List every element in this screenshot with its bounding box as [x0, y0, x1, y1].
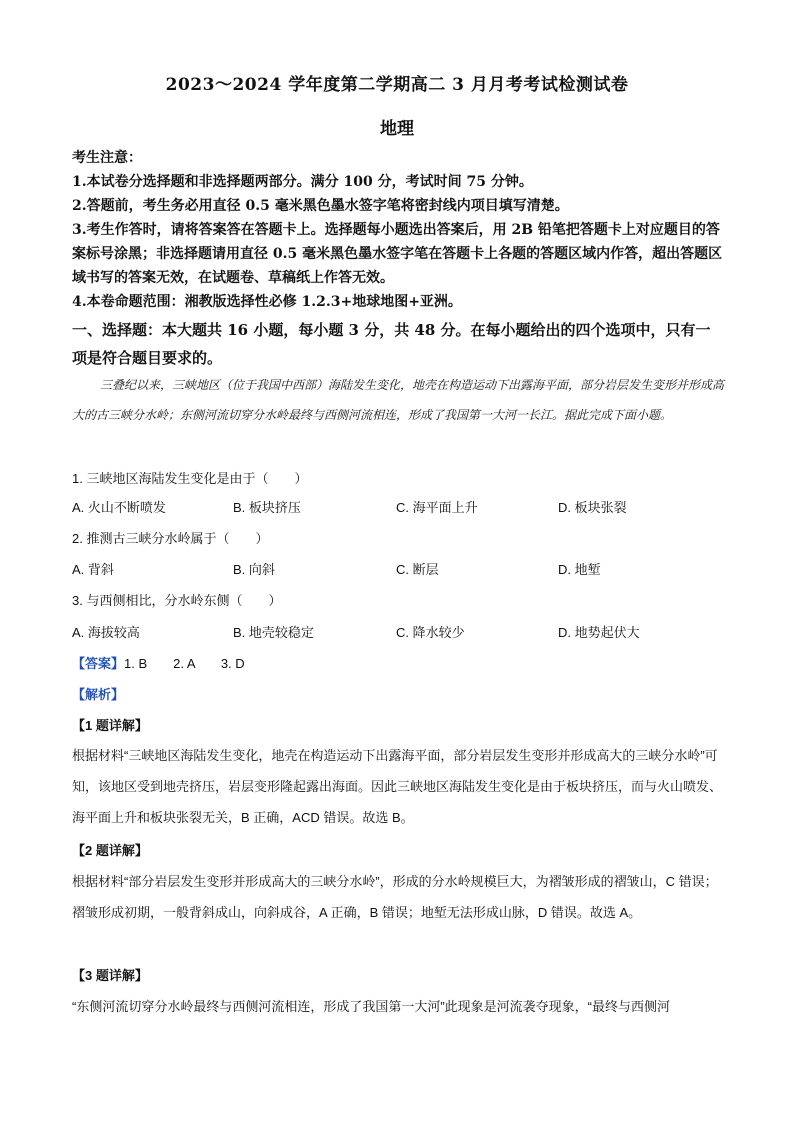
note-item: 4.本卷命题范围：湘教版选择性必修 1.2.3+地球地图+亚洲。 [72, 294, 462, 310]
note-item: 2.答题前，考生务必用直径 0.5 毫米黑色墨水签字笔将密封线内项目填写清楚。 [72, 198, 569, 214]
option-a: A. 火山不断喷发 [72, 500, 166, 515]
question-stem: 3. 与西侧相比，分水岭东侧（ ） [72, 593, 282, 608]
notes-heading: 考生注意： [72, 150, 142, 166]
option-a: A. 海拔较高 [72, 625, 140, 640]
reading-material: 三叠纪以来，三峡地区（位于我国中西部）海陆发生变化，地壳在构造运动下出露海平面，部分岩层发生变形并形成高大的古三峡分水岭；东侧河流切穿分水岭最终与西侧河流相连，形成了我国第一大河一长江。据此完成下面小题。 [72, 378, 725, 422]
answer-tag: 【答案】 [72, 656, 125, 671]
section-heading: 一、选择题：本大题共 16 小题，每小题 3 分，共 48 分。在每小题给出的四个选项中，只有一项是符合题目要求的。 [72, 321, 711, 367]
detail-text: 根据材料“部分岩层发生变形并形成高大的三峡分水岭”，形成的分水岭规模巨大，为褶皱形成的褶皱山，C 错误；褶皱形成初期，一般背斜成山，向斜成谷，A 正确，B 错误；地堑无法形成山脉，D 错误。故选 A。 [72, 874, 718, 920]
analysis-tag: 【解析】 [72, 687, 125, 702]
option-d: D. 地势起伏大 [558, 625, 640, 640]
option-b: B. 向斜 [233, 562, 275, 577]
answer-line [72, 654, 245, 674]
answer-text: 1. B 2. A 3. D [124, 656, 245, 671]
option-c: C. 海平面上升 [396, 500, 478, 515]
note-item: 1.本试卷分选择题和非选择题两部分。满分 100 分，考试时间 75 分钟。 [72, 174, 533, 190]
detail-text: “东侧河流切穿分水岭最终与西侧河流相连，形成了我国第一大河”此现象是河流袭夺现象，“最终与西侧河 [72, 999, 670, 1014]
option-d: D. 地堑 [558, 562, 601, 577]
detail-text: 根据材料“三峡地区海陆发生变化，地壳在构造运动下出露海平面，部分岩层发生变形并形成高大的三峡分水岭”可知，该地区受到地壳挤压，岩层变形隆起露出海面。因此三峡地区海陆发生变化是由于板块挤压，而与火山喷发、海平面上升和板块张裂无关，B 正确，ACD 错误。故选 B。 [72, 748, 723, 825]
subject-title: 地理 [380, 119, 414, 139]
option-c: C. 降水较少 [396, 625, 465, 640]
option-d: D. 板块张裂 [558, 500, 627, 515]
option-b: B. 地壳较稳定 [233, 625, 314, 640]
note-item: 3.考生作答时，请将答案答在答题卡上。选择题每小题选出答案后，用 2B 铅笔把答题卡上对应题目的答案标号涂黑；非选择题请用直径 0.5 毫米黑色墨水签字笔在答题卡上各题的答题区域内作答，超出答题区域书写的答案无效，在试题卷、草稿纸上作答无效。 [72, 222, 723, 286]
exam-title: 2023～2024 学年度第二学期高二 3 月月考考试检测试卷 [165, 75, 629, 95]
option-b: B. 板块挤压 [233, 500, 301, 515]
option-c: C. 断层 [396, 562, 439, 577]
detail-heading: 【3 题详解】 [72, 968, 148, 983]
detail-heading: 【2 题详解】 [72, 843, 148, 858]
question-stem: 1. 三峡地区海陆发生变化是由于（ ） [72, 471, 308, 486]
exam-notes [72, 146, 724, 314]
detail-heading: 【1 题详解】 [72, 718, 148, 733]
question-stem: 2. 推测古三峡分水岭属于（ ） [72, 531, 269, 546]
option-a: A. 背斜 [72, 562, 114, 577]
